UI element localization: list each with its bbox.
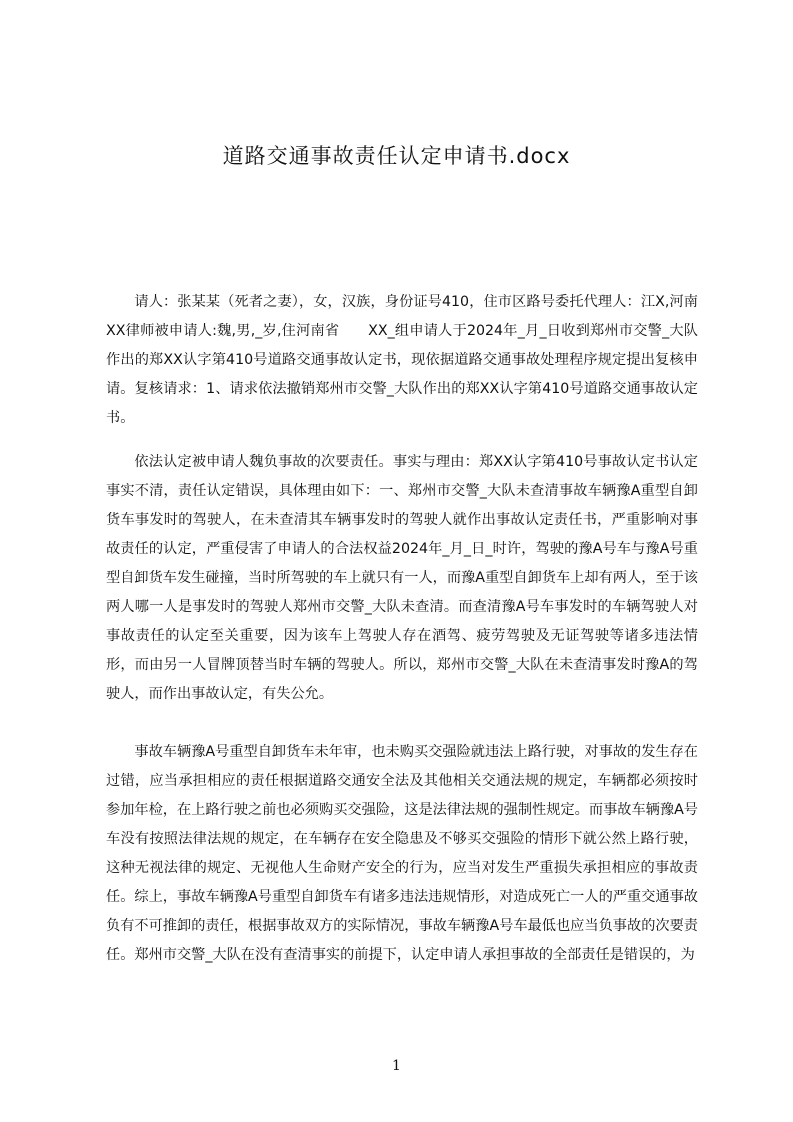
body-paragraph-2: 依法认定被申请人魏负事故的次要责任。事实与理由：郑XX认字第410号事故认定书认定事实不清，责任认定错误，具体理由如下：一、郑州市交警_大队未查清事故车辆豫A重型自卸货车事发时的驾驶人，在未查清其车辆事发时的驾驶人就作出事故认定责任书，严重影响对事故责任的认定，严重侵害了申请人的合法权益2024年_月_日_时许，驾驶的豫A号车与豫A号重型自卸货车发生碰撞，当时所驾驶的车上就只有一人，而豫A重型自卸货车上却有两人，至于该两人哪一人是事发时的驾驶人郑州市交警_大队未查清。而查清豫A号车事发时的车辆驾驶人对事故责任的认定至关重要，因为该车上驾驶人存在酒驾、疲劳驾驶及无证驾驶等诸多违法情形，而由另一人冒牌顶替当时车辆的驾驶人。所以，郑州市交警_大队在未查清事发时豫A的驾驶人，而作出事故认定，有失公允。 [106,454,698,702]
page-number: 1 [392,1058,401,1074]
body-paragraph-3: 事故车辆豫A号重型自卸货车未年审，也未购买交强险就违法上路行驶，对事故的发生存在过错，应当承担相应的责任根据道路交通安全法及其他相关交通法规的规定，车辆都必须按时参加年检，在上路行驶之前也必须购买交强险，这是法律法规的强制性规定。而事故车辆豫A号车没有按照法律法规的规定，在车辆存在安全隐患及不够买交强险的情形下就公然上路行驶，这种无视法律的规定、无视他人生命财产安全的行为，应当对发生严重损失承担相应的事故责任。综上，事故车辆豫A号重型自卸货车有诸多违法违规情形，对造成死亡一人的严重交通事故负有不可推卸的责任，根据事故双方的实际情况，事故车辆豫A号车最低也应当负事故的次要责任。郑州市交警_大队在没有查清事实的前提下，认定申请人承担事故的全部责任是错误的，为 [106,744,698,963]
document-title: 道路交通事故责任认定申请书.docx [222,144,571,168]
body-paragraph-1: 请人：张某某（死者之妻），女，汉族，身份证号410，住市区路号委托代理人：江X,河南 XX律师被申请人:魏,男,_岁,住河南省 XX_组申请人于2024年_月_日收到郑州市交警_大队作出的郑XX认字第410号道路交通事故认定书，现依据道路交通事故处理程序规定提出复核申请。复核请求：1、请求依法撤销郑州市交警_大队作出的郑XX认字第410号道路交通事故认定书。 [106,294,698,426]
